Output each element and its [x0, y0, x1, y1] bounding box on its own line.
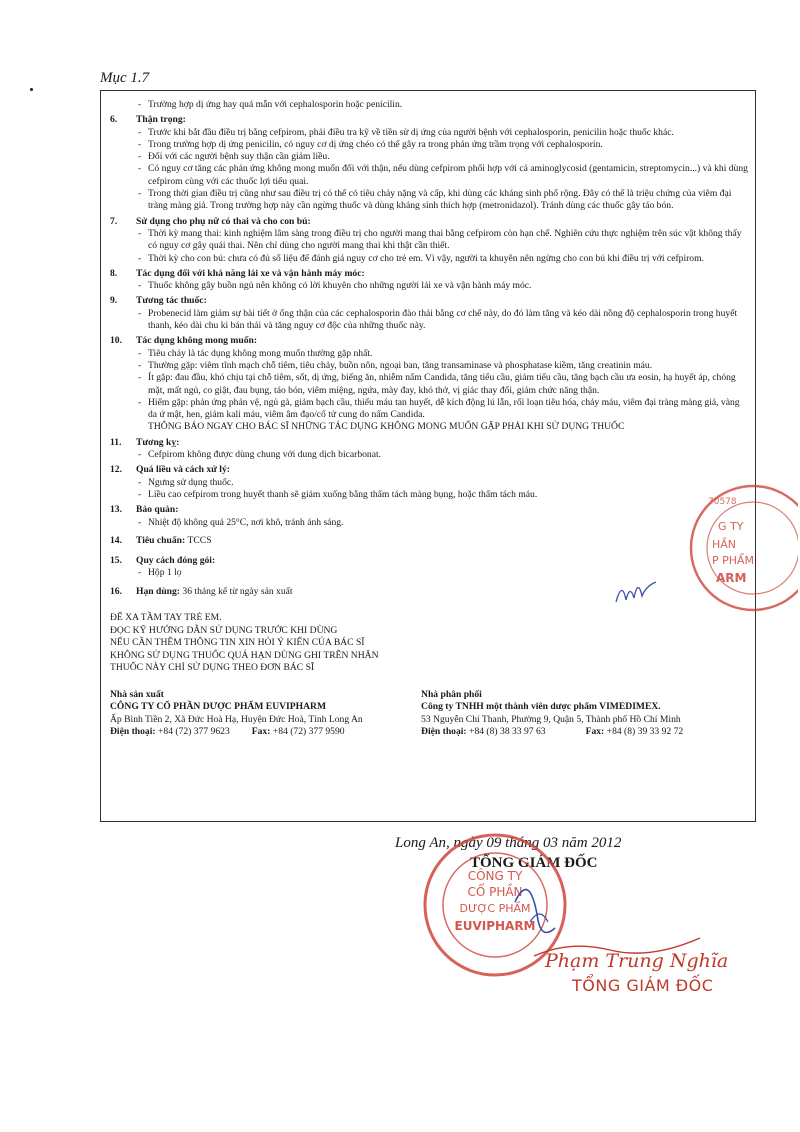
- svg-text:DƯỢC PHẨM: DƯỢC PHẨM: [459, 902, 531, 915]
- svg-text:P PHẨM: P PHẨM: [712, 554, 755, 567]
- signature-date: Long An, ngày 09 tháng 03 năm 2012: [395, 835, 622, 851]
- signature-title: TỔNG GIÁM ĐỐC: [470, 855, 598, 871]
- notice-text: THÔNG BÁO NGAY CHO BÁC SĨ NHỮNG TÁC DỤNG KHÔNG MONG MUỐN GẶP PHẢI KHI SỬ DỤNG THUỐC: [148, 421, 625, 433]
- initial-signature-icon: [612, 572, 662, 612]
- section-label: Mục 1.7: [100, 70, 150, 86]
- list-item: - Thuốc không gây buồn ngủ nên không có lời khuyên cho những người lái xe và vận hành máy móc.: [110, 280, 750, 292]
- side-stamp-icon: [668, 478, 798, 618]
- section-9: [110, 295, 750, 332]
- list-item: - Cefpirom không được dùng chung với dung dịch bicarbonat.: [110, 449, 750, 461]
- list-item: - Thường gặp: viêm tĩnh mạch chỗ tiêm, tiêu chảy, buồn nôn, ngoại ban, tăng transaminase và phosphatase kiềm, tăng creatinin máu.: [110, 360, 750, 372]
- section-10: [110, 335, 750, 433]
- company-info: [110, 689, 750, 738]
- fax-label: Fax:: [585, 725, 605, 737]
- warnings-block: [110, 612, 750, 675]
- list-item: - Trong trường hợp dị ứng penicilin, có nguy cơ dị ứng chéo có thể gây ra trong phản ứng trầm trọng với cephalosporin.: [110, 139, 750, 151]
- svg-text:CÔNG TY: CÔNG TY: [467, 869, 523, 883]
- section-heading: 7. Sử dụng cho phụ nữ có thai và cho con bú:: [110, 215, 311, 227]
- fax-label: Fax:: [251, 725, 271, 737]
- signer-title: TỔNG GIÁM ĐỐC: [572, 976, 714, 995]
- list-item: - Trong thời gian điều trị cũng như sau điều trị có thể có tiêu chảy nặng và cấp, khi dùng các kháng sinh phổ rộng. Đây có thể là triệu chứng của viêm đại tràng màng giả. Trong trường hợp này cần ngừng thuốc và dùng kháng sinh thích hợp (metronidazol). Tránh dùng các thuốc gây táo bón.: [110, 188, 750, 213]
- svg-text:CỔ PHẦN: CỔ PHẦN: [467, 885, 523, 899]
- list-item: - Có nguy cơ tăng các phản ứng không mong muốn đối với thận, nếu dùng cefpirom phối hợp với cả aminoglycosid (gentamicin, streptomycin...) và khi dùng cefpirom cùng với các thuốc lợi tiểu quai.: [110, 163, 750, 188]
- list-item: - Nhiệt độ không quá 25°C, nơi khô, tránh ánh sáng.: [110, 517, 750, 529]
- section-heading: 13. Bảo quản:: [110, 504, 179, 516]
- section-13: [110, 504, 750, 529]
- margin-dot: [30, 88, 33, 91]
- distributor-block: [421, 689, 750, 738]
- warning-line: ĐỌC KỸ HƯỚNG DẪN SỬ DỤNG TRƯỚC KHI DÙNG: [110, 624, 338, 636]
- leaflet-content: [110, 99, 750, 738]
- signer-name: Phạm Trung Nghĩa: [545, 950, 729, 972]
- svg-text:EUVIPHARM: EUVIPHARM: [454, 919, 536, 933]
- distributor-name: Công ty TNHH một thành viên dược phẩm VIMEDIMEX.: [421, 701, 661, 713]
- list-item: - Thời kỳ mang thai: kinh nghiệm lâm sàng trong điều trị cho người mang thai bằng cefpirom còn hạn chế. Nghiên cứu thực nghiệm trên súc vật không thấy có nguy cơ gây quái thai. Nên chỉ dùng cho người mang thai khi thật cần thiết.: [110, 228, 750, 253]
- list-item: - Ít gặp: đau đầu, khó chịu tại chỗ tiêm, sốt, dị ứng, biếng ăn, nhiễm nấm Candida, tăng tiểu cầu, giảm tiểu cầu, tăng bạch cầu ưa eosin, hạ huyết áp, chóng mặt, mất ngủ, co giật, đau bụng, táo bón, viêm miệng, ngứa, mày đay, khó thở, vị giác thay đổi, giảm chức năng thận.: [110, 372, 750, 397]
- section-value: TCCS: [187, 534, 212, 546]
- fax-value: +84 (72) 377 9590: [272, 725, 345, 737]
- section-heading: 8. Tác dụng đối với khả năng lái xe và vận hành máy móc:: [110, 267, 365, 279]
- list-item: - Đối với các người bệnh suy thận cần giảm liều.: [110, 151, 750, 163]
- phone-label: Điện thoại:: [421, 725, 467, 737]
- list-item: - Thời kỳ cho con bú: chưa có đủ số liệu để đánh giá nguy cơ cho trẻ em. Vì vậy, người ta khuyên nên ngừng cho con bú khi điều trị với cefpirom.: [110, 253, 750, 265]
- section-heading: 9. Tương tác thuốc:: [110, 295, 207, 307]
- phone-value: +84 (8) 38 33 97 63: [469, 725, 546, 737]
- section-contraindication-tail: [110, 99, 750, 111]
- list-item: - Trước khi bắt đầu điều trị bằng cefpirom, phải điều tra kỹ về tiền sử dị ứng của người bệnh với cephalosporin, penicilin hoặc thuốc khác.: [110, 127, 750, 139]
- section-heading: 11. Tương kỵ:: [110, 436, 180, 448]
- section-14: [110, 535, 750, 547]
- svg-text:G TY: G TY: [718, 520, 744, 533]
- section-6: [110, 114, 750, 212]
- section-heading: 15. Quy cách đóng gói:: [110, 555, 216, 567]
- list-item: - Probenecid làm giảm sự bài tiết ở ống thận của các cephalosporin đào thải bằng cơ chế này, do đó làm tăng và kéo dài nồng độ cephalosporin trong huyết thanh, kéo dài chu kì bán thải và tăng nguy cơ độc của những thuốc này.: [110, 308, 750, 333]
- section-12: [110, 464, 750, 501]
- phone-value: +84 (72) 377 9623: [157, 725, 230, 737]
- svg-text:70578: 70578: [708, 497, 737, 507]
- warning-line: ĐỂ XA TẦM TAY TRẺ EM.: [110, 611, 222, 623]
- list-item: - Liều cao cefpirom trong huyết thanh sẽ giảm xuống bằng thẩm tách màng bụng, hoặc thẩm tách máu.: [110, 489, 750, 501]
- manufacturer-label: Nhà sản xuất: [110, 688, 164, 700]
- section-7: [110, 216, 750, 265]
- list-item: - Ngưng sử dụng thuốc.: [110, 477, 750, 489]
- section-heading: 16. Hạn dùng: 36 tháng kể từ ngày sản xuất: [110, 585, 293, 597]
- manufacturer-address: Ấp Bình Tiền 2, Xã Đức Hoà Hạ, Huyện Đức Hoà, Tỉnh Long An: [110, 713, 363, 725]
- manufacturer-name: CÔNG TY CỔ PHẦN DƯỢC PHẨM EUVIPHARM: [110, 701, 327, 713]
- list-item: - Hộp 1 lọ: [110, 567, 750, 579]
- list-item: - Trường hợp dị ứng hay quá mẫn với cephalosporin hoặc penicilin.: [110, 99, 750, 111]
- distributor-address: 53 Nguyễn Chí Thanh, Phường 9, Quận 5, Thành phố Hồ Chí Minh: [421, 713, 681, 725]
- manufacturer-block: [110, 689, 409, 738]
- section-heading: 14. Tiêu chuẩn: TCCS: [110, 534, 212, 546]
- section-heading: 12. Quá liều và cách xử lý:: [110, 464, 230, 476]
- phone-label: Điện thoại:: [110, 725, 156, 737]
- section-8: [110, 268, 750, 293]
- svg-text:ARM: ARM: [716, 571, 747, 585]
- warning-line: THUỐC NÀY CHỈ SỬ DỤNG THEO ĐƠN BÁC SĨ: [110, 662, 315, 674]
- section-heading: 6. Thận trọng:: [110, 114, 186, 126]
- distributor-contact: [421, 726, 750, 738]
- svg-text:HẦN: HẦN: [712, 538, 737, 551]
- list-item: - Tiêu chảy là tác dụng không mong muốn thường gặp nhất.: [110, 348, 750, 360]
- manufacturer-contact: [110, 726, 409, 738]
- section-heading: 10. Tác dụng không mong muốn:: [110, 335, 258, 347]
- fax-value: +84 (8) 39 33 92 72: [606, 725, 684, 737]
- warning-line: NẾU CẦN THÊM THÔNG TIN XIN HỎI Ý KIẾN CỦA BÁC SĨ: [110, 637, 365, 649]
- section-11: [110, 437, 750, 462]
- list-item: - Hiếm gặp: phản ứng phản vệ, ngủ gà, giảm bạch cầu, thiếu máu tan huyết, dễ kích động lú lẫn, rối loạn tiêu hóa, chảy máu, viêm đại tràng màng giả, vàng da ứ mật, hen, giảm kali máu, viêm âm đạo/cổ tử cung do nấm Candida.: [110, 397, 750, 422]
- distributor-label: Nhà phân phối: [421, 688, 482, 700]
- warning-line: KHÔNG SỬ DỤNG THUỐC QUÁ HẠN DÙNG GHI TRÊN NHÃN: [110, 649, 379, 661]
- section-value: 36 tháng kể từ ngày sản xuất: [182, 585, 293, 597]
